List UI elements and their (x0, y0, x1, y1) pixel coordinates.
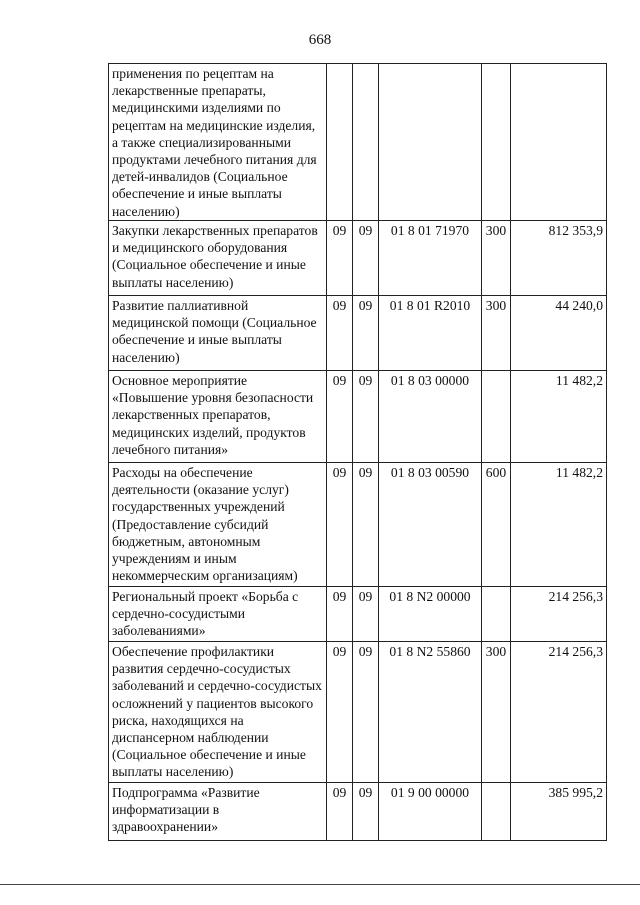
amount-cell: 11 482,2 (511, 463, 607, 587)
expense-type-cell: 300 (482, 221, 511, 296)
subsection-cell: 09 (353, 463, 379, 587)
section-cell: 09 (327, 587, 353, 642)
section-cell: 09 (327, 463, 353, 587)
amount-cell (511, 64, 607, 221)
subsection-cell (353, 64, 379, 221)
subsection-cell: 09 (353, 642, 379, 783)
table-row (109, 64, 607, 221)
table-row (109, 783, 607, 841)
amount-cell: 11 482,2 (511, 371, 607, 463)
target-code-cell: 01 8 03 00000 (379, 371, 482, 463)
table-row (109, 587, 607, 642)
target-code-cell: 01 8 03 00590 (379, 463, 482, 587)
amount-cell: 214 256,3 (511, 642, 607, 783)
row-name-cell: применения по рецептам на лекарственные препараты, медицинскими изделиями по рецептам на медицинские изделия, а также специализированными продуктами лечебного питания для детей-инвалидов (Социальное обеспечение и иные выплаты населению) (109, 64, 327, 221)
amount-cell: 385 995,2 (511, 783, 607, 841)
row-name-cell: Основное мероприятие «Повышение уровня безопасности лекарственных препаратов, медицинских изделий, продуктов лечебного питания» (109, 371, 327, 463)
target-code-cell: 01 8 N2 55860 (379, 642, 482, 783)
row-name-cell: Обеспечение профилактики развития сердечно-сосудистых заболеваний и сердечно-сосудистых осложнений у пациентов высокого риска, находящихся на диспансерном наблюдении (Социальное обеспечение и иные выплаты населению) (109, 642, 327, 783)
section-cell: 09 (327, 221, 353, 296)
subsection-cell: 09 (353, 587, 379, 642)
section-cell: 09 (327, 371, 353, 463)
expense-type-cell: 300 (482, 296, 511, 371)
row-name-cell: Подпрограмма «Развитие информатизации в здравоохранении» (109, 783, 327, 841)
amount-cell: 812 353,9 (511, 221, 607, 296)
row-name-cell: Региональный проект «Борьба с сердечно-сосудистыми заболеваниями» (109, 587, 327, 642)
section-cell: 09 (327, 296, 353, 371)
row-name-cell: Развитие паллиативной медицинской помощи (Социальное обеспечение и иные выплаты населению) (109, 296, 327, 371)
section-cell: 09 (327, 642, 353, 783)
target-code-cell: 01 8 N2 00000 (379, 587, 482, 642)
target-code-cell (379, 64, 482, 221)
row-name-cell: Расходы на обеспечение деятельности (оказание услуг) государственных учреждений (Предоставление субсидий бюджетным, автономным учреждениям и иным некоммерческим организациям) (109, 463, 327, 587)
page-number: 668 (308, 32, 332, 48)
subsection-cell: 09 (353, 783, 379, 841)
footer-divider (0, 884, 640, 885)
table-row (109, 463, 607, 587)
target-code-cell: 01 8 01 71970 (379, 221, 482, 296)
amount-cell: 44 240,0 (511, 296, 607, 371)
subsection-cell: 09 (353, 221, 379, 296)
table-row (109, 221, 607, 296)
table-row (109, 642, 607, 783)
expense-type-cell (482, 783, 511, 841)
expense-type-cell (482, 64, 511, 221)
row-name-cell: Закупки лекарственных препаратов и медицинского оборудования (Социальное обеспечение и иные выплаты населению) (109, 221, 327, 296)
budget-table (108, 63, 607, 841)
expense-type-cell (482, 371, 511, 463)
subsection-cell: 09 (353, 296, 379, 371)
amount-cell: 214 256,3 (511, 587, 607, 642)
target-code-cell: 01 9 00 00000 (379, 783, 482, 841)
expense-type-cell (482, 587, 511, 642)
table-row (109, 371, 607, 463)
table-row (109, 296, 607, 371)
section-cell: 09 (327, 783, 353, 841)
subsection-cell: 09 (353, 371, 379, 463)
expense-type-cell: 600 (482, 463, 511, 587)
section-cell (327, 64, 353, 221)
expense-type-cell: 300 (482, 642, 511, 783)
target-code-cell: 01 8 01 R2010 (379, 296, 482, 371)
